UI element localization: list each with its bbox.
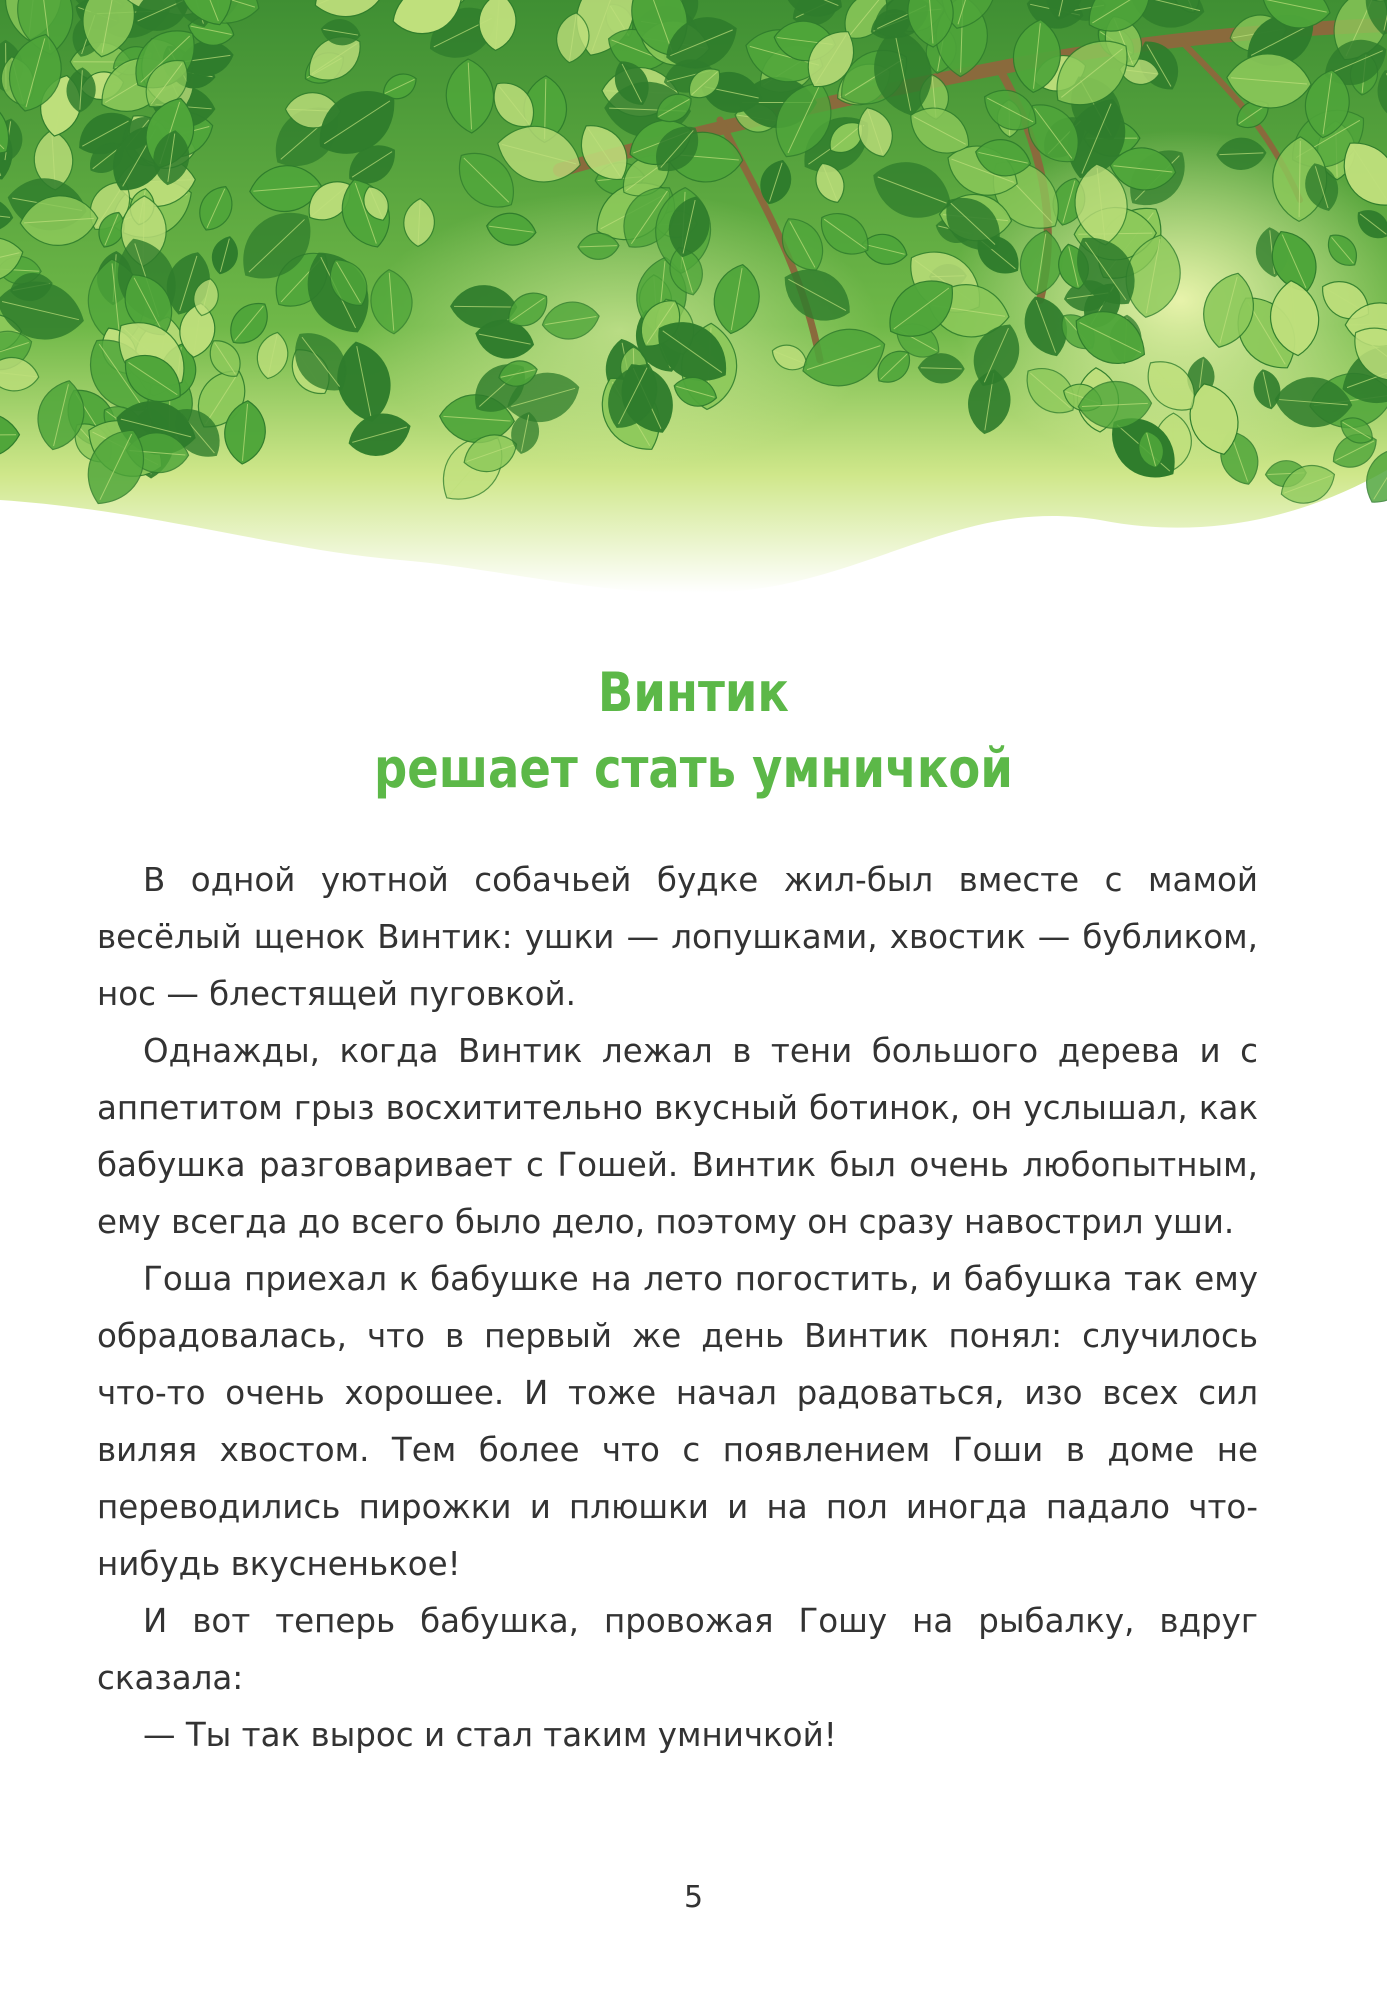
- page-number: 5: [683, 1880, 704, 1915]
- paragraph: — Ты так вырос и стал таким умничкой!: [143, 1716, 837, 1754]
- leaf-vein-icon: [1349, 324, 1387, 325]
- paragraph: В одной уютной собачьей будке жил-был вместе с мамой весёлый щенок Винтик: ушки — лопушками, хвостик — бубликом, нос — блестящей пуговкой.: [97, 861, 1258, 1013]
- paragraph: И вот теперь бабушка, провожая Гошу на рыбалку, вдруг сказала:: [97, 1602, 1258, 1697]
- story-title: [97, 655, 1290, 807]
- paragraph: Гоша приехал к бабушке на лето погостить, и бабушка так ему обрадовалась, что в первый же день Винтик понял: случилось что-то очень хорошее. И тоже начал радоваться, изо всех сил виляя хвостом. Тем более что с появлением Гоши в доме не переводились пирожки и плюшки и на пол иногда падало что-нибудь вкусненькое!: [97, 1260, 1258, 1583]
- story-title-line-1: Винтик: [597, 661, 789, 724]
- foliage-illustration: [0, 0, 1387, 600]
- story-text: [97, 852, 1258, 1764]
- paragraph: Однажды, когда Винтик лежал в тени большого дерева и с аппетитом грыз восхитительно вкусный ботинок, он услышал, как бабушка разговаривает с Гошей. Винтик был очень любопытным, ему всегда до всего было дело, поэтому он сразу навострил уши.: [97, 1032, 1258, 1241]
- story-title-line-2: решает стать умничкой: [373, 737, 1013, 800]
